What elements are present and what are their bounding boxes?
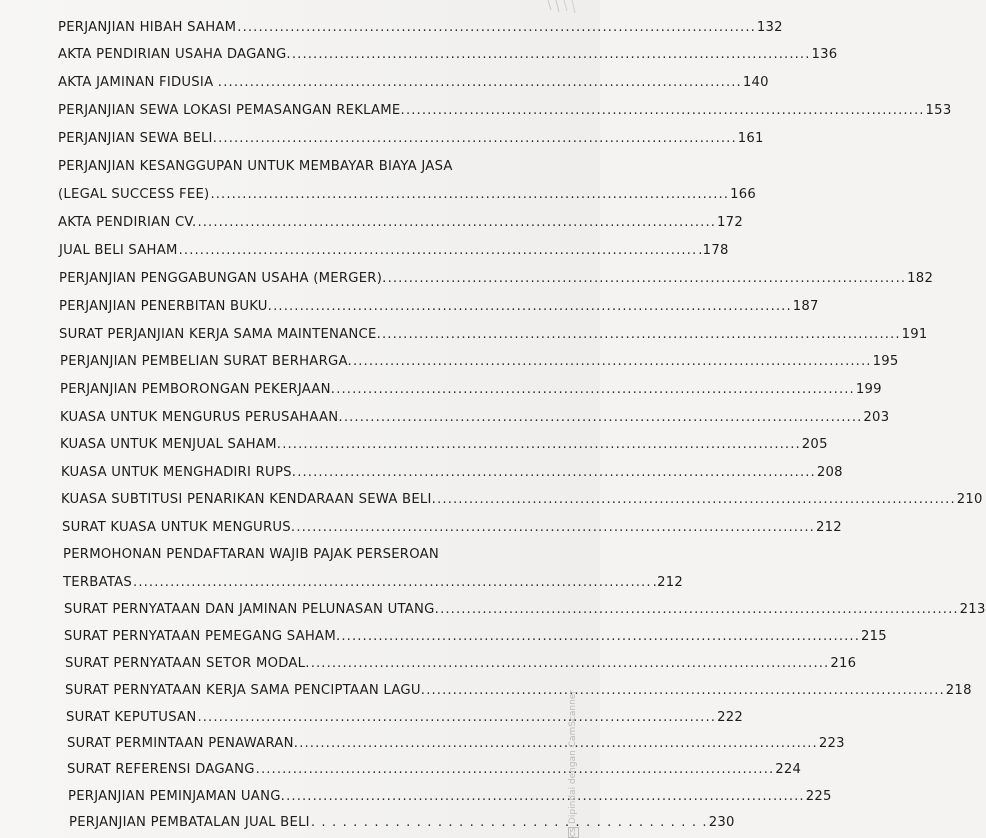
toc-entry: PERJANJIAN PEMBORONGAN PEKERJAAN. .................................................................................................. 199 bbox=[60, 382, 882, 397]
toc-entry: PERJANJIAN HIBAH SAHAM .................................................................................................. 132 bbox=[58, 20, 783, 35]
toc-entry: SURAT REFERENSI DAGANG .................................................................................................. 224 bbox=[67, 762, 802, 777]
toc-entry: PERJANJIAN PEMINJAMAN UANG. .................................................................................................. 225 bbox=[68, 789, 832, 804]
toc-entry: (LEGAL SUCCESS FEE) .................................................................................................. 166 bbox=[58, 187, 756, 202]
toc-entry: PERJANJIAN PEMBELIAN SURAT BERHARGA. .................................................................................................. 195 bbox=[60, 354, 899, 369]
toc-entry-line1: PERJANJIAN KESANGGUPAN UNTUK MEMBAYAR BIAYA JASA bbox=[58, 159, 453, 174]
toc-entry: SURAT PERNYATAAN DAN JAMINAN PELUNASAN UTANG. .................................................................................................. 213 bbox=[64, 602, 986, 617]
toc-entry: KUASA UNTUK MENJUAL SAHAM. .................................................................................................. 205 bbox=[60, 437, 828, 452]
toc-entry-line1: PERMOHONAN PENDAFTARAN WAJIB PAJAK PERSEROAN bbox=[63, 547, 440, 562]
toc-entry: KUASA UNTUK MENGHADIRI RUPS. .................................................................................................. 208 bbox=[61, 465, 843, 480]
toc-entry: SURAT PERJANJIAN KERJA SAMA MAINTENANCE. .................................................................................................. 191 bbox=[59, 327, 928, 342]
toc-entry: SURAT PERNYATAAN PEMEGANG SAHAM. .................................................................................................. 215 bbox=[64, 629, 887, 644]
toc-entry: SURAT PERNYATAAN SETOR MODAL. .................................................................................................. 216 bbox=[65, 656, 857, 671]
toc-entry: PERJANJIAN PEMBATALAN JUAL BELI . . . . . . . . . . . . . . . . . . . . . . . . . . . . . . . . . . . . . . 230 bbox=[69, 815, 735, 830]
toc-entry: PERJANJIAN SEWA BELI. .................................................................................................. 161 bbox=[58, 131, 764, 146]
toc-entry: AKTA JAMINAN FIDUSIA . .................................................................................................. 140 bbox=[58, 75, 769, 90]
camscanner-watermark bbox=[568, 690, 579, 838]
watermark-text: Dipindai dengan CamScanner bbox=[568, 689, 578, 824]
toc-entry: SURAT PERMINTAAN PENAWARAN. .................................................................................................. 223 bbox=[67, 736, 845, 751]
camscanner-icon: CS bbox=[569, 827, 577, 837]
toc-entry: SURAT KEPUTUSAN .................................................................................................. 222 bbox=[66, 710, 743, 725]
toc-entry: AKTA PENDIRIAN CV. .................................................................................................. 172 bbox=[58, 215, 743, 230]
scan-edge-marks bbox=[542, 0, 582, 14]
toc-entry: KUASA UNTUK MENGURUS PERUSAHAAN. .................................................................................................. 203 bbox=[60, 410, 890, 425]
toc-entry: PERJANJIAN PENERBITAN BUKU. .................................................................................................. 187 bbox=[59, 299, 819, 314]
toc-entry: PERJANJIAN PENGGABUNGAN USAHA (MERGER). .................................................................................................. 182 bbox=[59, 271, 934, 286]
toc-entry: KUASA SUBTITUSI PENARIKAN KENDARAAN SEWA BELI. .................................................................................................. 210 bbox=[61, 492, 983, 507]
toc-entry: JUAL BELI SAHAM .................................................................................................. .178 bbox=[59, 243, 729, 258]
toc-entry: PERJANJIAN SEWA LOKASI PEMASANGAN REKLAME. .................................................................................................. 153 bbox=[58, 103, 952, 118]
toc-entry: SURAT PERNYATAAN KERJA SAMA PENCIPTAAN LAGU. .................................................................................................. 218 bbox=[65, 683, 972, 698]
toc-entry: TERBATAS .................................................................................................. .212 bbox=[63, 575, 684, 590]
toc-entry: AKTA PENDIRIAN USAHA DAGANG. .................................................................................................. 136 bbox=[58, 47, 838, 62]
toc-entry: SURAT KUASA UNTUK MENGURUS. .................................................................................................. 212 bbox=[62, 520, 842, 535]
